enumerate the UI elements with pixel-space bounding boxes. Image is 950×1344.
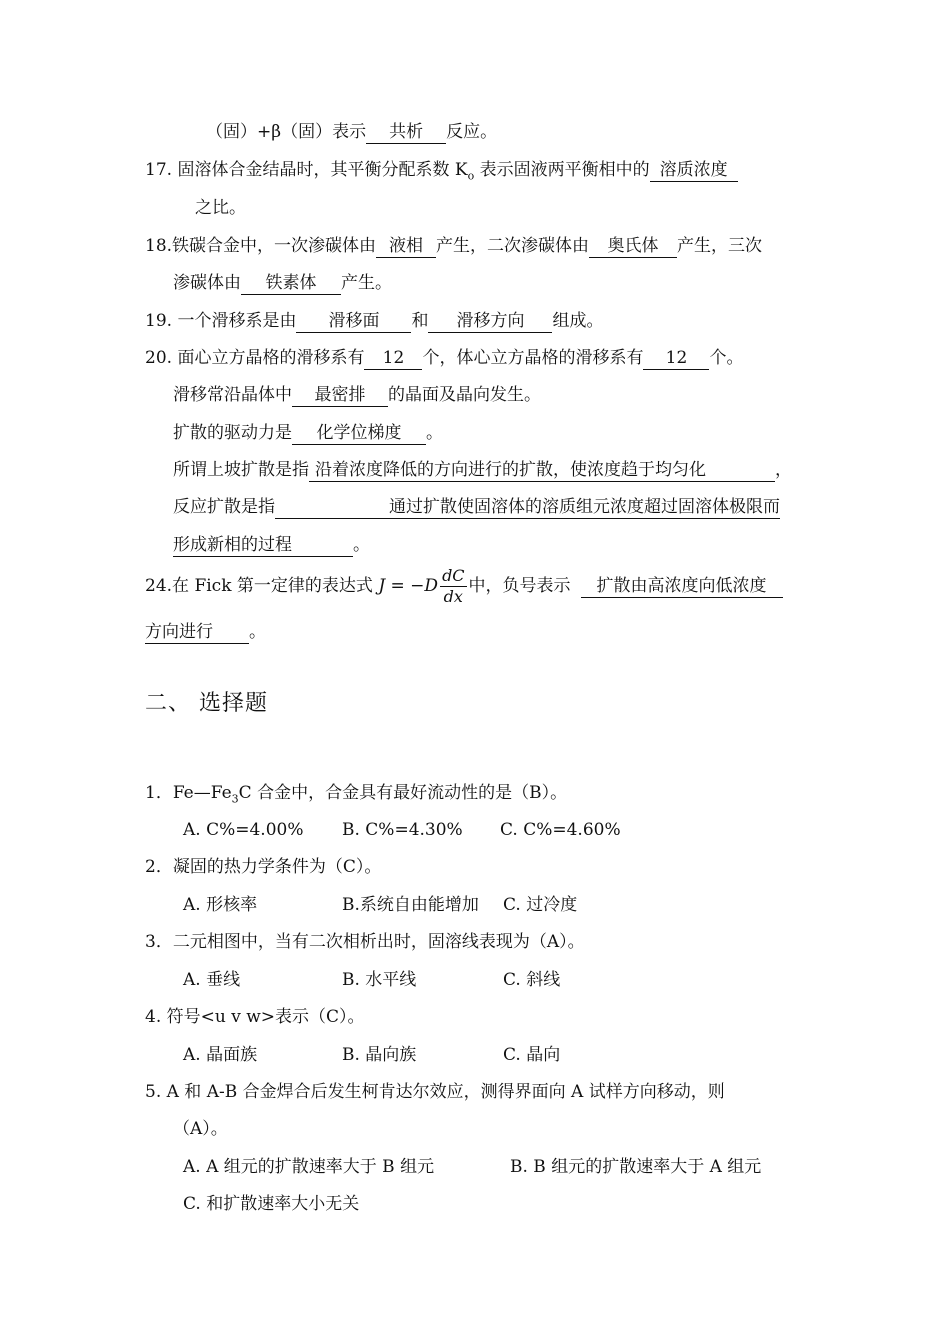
text: 反应扩散是指 <box>173 497 275 517</box>
text: 个。 <box>709 348 744 368</box>
choice-option-c: C. 和扩散速率大小无关 <box>183 1194 360 1214</box>
choice-question-5-cont: （A）。 <box>173 1119 228 1139</box>
choice-option-b: B. B 组元的扩散速率大于 A 组元 <box>510 1157 762 1177</box>
text: 面心立方晶格的滑移系有 <box>177 348 365 368</box>
subscript: o <box>467 169 475 183</box>
text: 之比。 <box>195 198 246 218</box>
text: 铁碳合金中，一次渗碳体由 <box>172 236 377 256</box>
question-number: 19. <box>145 311 173 331</box>
formula-lhs: J = −D <box>378 576 439 596</box>
answer-blank: 方向进行 <box>145 621 249 644</box>
text: 所谓上坡扩散是指 <box>173 460 309 480</box>
choice-option-c: C. 过冷度 <box>503 895 578 915</box>
answer-blank: 最密排 <box>292 384 388 407</box>
text: 的晶面及晶向发生。 <box>388 385 541 405</box>
answer-blank: 通过扩散使固溶体的溶质组元浓度超过固溶体极限而 <box>275 496 780 519</box>
answer-blank: 沿着浓度降低的方向进行的扩散，使浓度趋于均匀化 <box>309 459 775 482</box>
answer-blank: 化学位梯度 <box>292 422 426 445</box>
text: 和 <box>411 311 429 331</box>
choice-option-b: B. C%=4.30% <box>342 820 463 840</box>
question-24 <box>145 563 783 609</box>
answer-blank: 12 <box>364 347 422 370</box>
text: 产生，二次渗碳体由 <box>436 236 590 256</box>
choice-option-c: C. 斜线 <box>503 970 561 990</box>
choice-option-a: A. C%=4.00% <box>183 820 304 840</box>
text: 。 <box>249 622 266 642</box>
fraction-numerator: dC <box>442 566 465 585</box>
answer-blank: 形成新相的过程 <box>173 534 353 557</box>
text: 扩散的驱动力是 <box>173 423 292 443</box>
question-24-cont <box>145 620 266 644</box>
choice-option-c: C. C%=4.60% <box>500 820 621 840</box>
text: 滑移常沿晶体中 <box>173 385 292 405</box>
choice-option-a: A. A 组元的扩散速率大于 B 组元 <box>183 1157 435 1177</box>
choice-option-b: B. 水平线 <box>342 970 417 990</box>
text: 。 <box>426 423 443 443</box>
text: 产生。 <box>341 273 392 293</box>
answer-blank: 扩散由高浓度向低浓度 <box>581 575 783 598</box>
answer-blank: 液相 <box>376 235 436 258</box>
choice-option-a: A. 形核率 <box>183 895 258 915</box>
formula-fraction <box>440 566 466 607</box>
answer-blank: 铁素体 <box>241 272 341 295</box>
text: 1．Fe—Fe <box>145 783 232 803</box>
text: 一个滑移系是由 <box>177 311 297 331</box>
text: 渗碳体由 <box>173 273 241 293</box>
subscript: 3 <box>231 792 239 806</box>
question-number: 18. <box>145 236 173 256</box>
choice-option-b: B. 晶向族 <box>342 1045 417 1065</box>
answer-blank: 滑移方向 <box>428 310 552 333</box>
question-17-cont <box>195 196 246 220</box>
choice-question-2: 2．凝固的热力学条件为（C）。 <box>145 857 382 877</box>
choice-option-a: A. 垂线 <box>183 970 241 990</box>
fill-line-16 <box>206 120 497 144</box>
choice-question-3: 3．二元相图中，当有二次相析出时，固溶线表现为（A）。 <box>145 932 585 952</box>
text: 24.在 Fick 第一定律的表达式 <box>145 576 373 596</box>
question-23 <box>173 458 792 482</box>
question-23-line2 <box>173 495 780 519</box>
text: ， <box>775 460 792 480</box>
text: C 合金中，合金具有最好流动性的是（B）。 <box>238 783 568 803</box>
choice-question-5: 5. A 和 A-B 合金焊合后发生柯肯达尔效应，测得界面向 A 试样方向移动，则 <box>145 1082 725 1102</box>
choice-option-c: C. 晶向 <box>503 1045 561 1065</box>
answer-blank: 12 <box>643 347 709 370</box>
choice-option-a: A. 晶面族 <box>183 1045 258 1065</box>
text: 个，体心立方晶格的滑移系有 <box>422 348 644 368</box>
text: 中，负号表示 <box>468 576 571 596</box>
text: 。 <box>353 535 370 555</box>
question-18-cont <box>173 271 392 295</box>
text: 产生，三次 <box>677 236 763 256</box>
text: 反应。 <box>446 122 498 142</box>
answer-blank: 滑移面 <box>296 310 411 333</box>
question-20 <box>145 346 743 370</box>
answer-blank: 共析 <box>366 121 446 144</box>
question-18 <box>145 234 762 258</box>
choice-question-1 <box>145 781 567 811</box>
text: （固）+β（固）表示 <box>206 122 367 142</box>
section-title: 二、 选择题 <box>145 691 268 716</box>
choice-option-b: B.系统自由能增加 <box>342 895 479 915</box>
text: 组成。 <box>552 311 604 331</box>
question-17 <box>145 158 738 188</box>
question-22 <box>173 421 443 445</box>
question-number: 17. <box>145 160 173 180</box>
choice-question-4: 4. 符号<u v w>表示（C）。 <box>145 1007 365 1027</box>
text: 表示固液两平衡相中的 <box>474 160 650 180</box>
answer-blank: 溶质浓度 <box>650 159 738 182</box>
question-19 <box>145 309 603 333</box>
answer-blank: 奥氏体 <box>589 235 677 258</box>
text: 固溶体合金结晶时，其平衡分配系数 K <box>177 160 468 180</box>
question-number: 20. <box>145 348 173 368</box>
fraction-denominator: dx <box>443 587 463 606</box>
question-21 <box>173 383 541 407</box>
question-23-line3 <box>173 533 370 557</box>
